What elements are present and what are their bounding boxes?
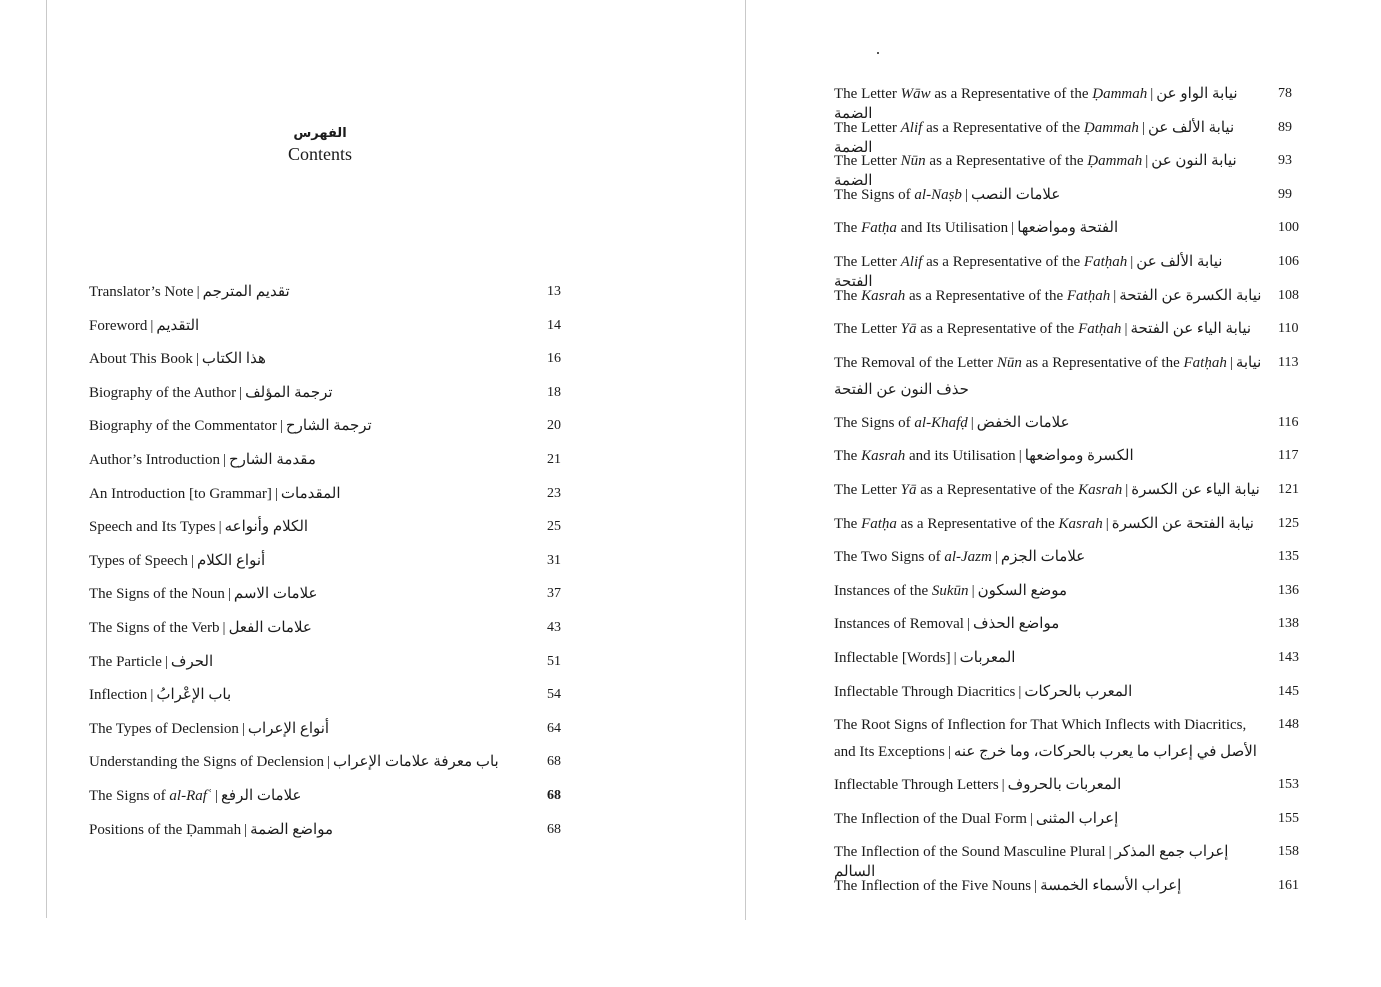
entry-title — [834, 319, 1278, 339]
toc-entry[interactable] — [89, 484, 569, 518]
entry-arabic: ترجمة المؤلف — [245, 384, 333, 401]
toc-entry[interactable] — [834, 514, 1314, 548]
entry-separator: | — [966, 616, 970, 633]
entry-arabic: علامات النصب — [970, 186, 1061, 203]
toc-entry[interactable] — [89, 551, 569, 585]
entry-english: The Removal of the Letter — [834, 354, 997, 371]
entry-separator: | — [970, 414, 974, 431]
entry-title — [89, 450, 547, 470]
entry-separator: | — [241, 720, 245, 737]
entry-arabic: الكلام وأنواعه — [224, 519, 309, 536]
entry-title — [834, 775, 1278, 795]
entry-english: Types of Speech — [89, 552, 188, 569]
entry-page-number: 64 — [547, 720, 561, 736]
entry-separator: | — [164, 653, 168, 670]
entry-english: Inflection — [89, 687, 148, 704]
entry-page-number: 108 — [1278, 287, 1299, 303]
entry-title — [89, 652, 547, 672]
entry-english: The Letter — [834, 119, 901, 136]
entry-english: Author’s Introduction — [89, 451, 220, 468]
toc-entry[interactable] — [89, 820, 569, 854]
entry-english: The Signs of — [89, 787, 170, 804]
toc-entry[interactable] — [834, 118, 1314, 156]
entry-english-italic: Kasrah — [1058, 515, 1103, 532]
entry-arabic: المقدمات — [280, 485, 341, 502]
entry-title — [89, 752, 547, 772]
entry-page-number: 14 — [547, 317, 561, 333]
entry-arabic: نيابة حذف النون عن الفتحة — [834, 354, 1262, 398]
entry-english: The Signs of — [834, 414, 915, 431]
toc-entry[interactable] — [834, 648, 1314, 682]
toc-entry[interactable] — [89, 618, 569, 652]
entry-separator: | — [222, 619, 226, 636]
entry-separator: | — [1001, 777, 1005, 794]
entry-arabic: مواضع الحذف — [972, 616, 1060, 633]
entry-english: as a Representative of the — [896, 515, 1059, 532]
entry-arabic: المعربات — [959, 649, 1016, 666]
toc-entry[interactable] — [834, 84, 1314, 122]
page-gutter — [745, 0, 746, 920]
entry-separator: | — [227, 586, 231, 603]
entry-title — [834, 185, 1278, 205]
entry-english-italic: al-Jazm — [944, 549, 992, 566]
speck — [877, 52, 879, 54]
entry-english: Biography of the Author — [89, 384, 237, 401]
entry-separator: | — [1145, 153, 1149, 170]
entry-english: An Introduction [to Grammar] — [89, 485, 272, 502]
entry-english: Speech and Its Types — [89, 519, 216, 536]
entry-page-number: 93 — [1278, 153, 1292, 169]
entry-english-italic: al-Naṣb — [914, 186, 962, 203]
entry-separator: | — [1034, 877, 1038, 894]
entry-page-number: 16 — [547, 351, 561, 367]
entry-page-number: 116 — [1278, 414, 1299, 430]
entry-separator: | — [150, 317, 154, 334]
entry-separator: | — [214, 787, 218, 804]
entry-english-italic: Sukūn — [931, 582, 969, 599]
entry-title — [834, 480, 1278, 500]
entry-arabic: الحرف — [170, 653, 214, 670]
entry-page-number: 25 — [547, 519, 561, 535]
entry-separator: | — [218, 519, 222, 536]
entry-separator: | — [1029, 810, 1033, 827]
entry-english: and its Utilisation — [905, 448, 1016, 465]
entry-english: Foreword — [89, 317, 148, 334]
entry-title — [89, 584, 547, 604]
entry-separator: | — [1141, 119, 1145, 136]
entry-page-number: 113 — [1278, 354, 1299, 370]
entry-title — [834, 712, 1278, 766]
entry-page-number: 100 — [1278, 220, 1299, 236]
entry-english: The — [834, 220, 862, 237]
entry-title — [89, 551, 547, 571]
toc-entry[interactable] — [89, 316, 569, 350]
contents-list-right — [834, 84, 1314, 909]
entry-page-number: 136 — [1278, 582, 1299, 598]
entry-arabic: نيابة الياء عن الكسرة — [1131, 481, 1260, 498]
entry-arabic: الكسرة ومواضعها — [1024, 448, 1134, 465]
entry-separator: | — [964, 186, 968, 203]
entry-page-number: 161 — [1278, 877, 1299, 893]
entry-separator: | — [1113, 287, 1117, 304]
entry-separator: | — [326, 754, 330, 771]
entry-english: as a Representative of the — [925, 153, 1088, 170]
toc-entry[interactable] — [834, 151, 1314, 190]
entry-separator: | — [1105, 515, 1109, 532]
entry-arabic: نيابة الألف عن الضمة — [834, 119, 1235, 156]
entry-page-number: 54 — [547, 687, 561, 703]
entry-separator: | — [274, 485, 278, 502]
entry-english: Positions of the Ḍammah — [89, 821, 242, 838]
toc-entry[interactable] — [89, 584, 569, 618]
entry-arabic: مواضع الضمة — [250, 821, 333, 838]
entry-separator: | — [971, 582, 975, 599]
entry-page-number: 20 — [547, 418, 561, 434]
entry-page-number: 138 — [1278, 616, 1299, 632]
entry-separator: | — [239, 384, 243, 401]
entry-separator: | — [953, 649, 957, 666]
entry-english: The Letter — [834, 321, 901, 338]
heading-english: Contents — [287, 144, 352, 164]
toc-entry[interactable] — [89, 752, 569, 786]
entry-separator: | — [279, 418, 283, 435]
entry-arabic: التقديم — [156, 317, 200, 334]
entry-english: The Letter — [834, 153, 901, 170]
entry-english: The Signs of — [834, 186, 915, 203]
entry-separator: | — [190, 552, 194, 569]
entry-english: as a Representative of the — [922, 119, 1084, 136]
entry-english: Biography of the Commentator — [89, 418, 277, 435]
entry-english: The Root Signs of Inflection for That Which Inflects with Diacritics, and Its Exceptions — [834, 717, 1247, 761]
entry-english: The — [834, 515, 862, 532]
entry-page-number: 145 — [1278, 683, 1299, 699]
entry-english: as a Representative of the — [930, 86, 1093, 102]
entry-english: Instances of Removal — [834, 616, 964, 633]
entry-english-italic: Alif — [900, 119, 923, 136]
entry-arabic: إعراب الأسماء الخمسة — [1040, 877, 1182, 894]
entry-english-italic: Fatḥa — [861, 515, 897, 532]
toc-entry[interactable] — [834, 614, 1314, 648]
entry-page-number: 135 — [1278, 549, 1299, 565]
entry-arabic: نيابة الكسرة عن الفتحة — [1119, 287, 1262, 304]
entry-arabic: تقديم المترجم — [202, 284, 290, 300]
contents-heading — [200, 126, 440, 165]
entry-title — [834, 514, 1278, 534]
entry-arabic: إعراب جمع المذكر السالم — [834, 844, 1229, 881]
entry-english: as a Representative of the — [1021, 354, 1184, 371]
entry-arabic: المعربات بالحروف — [1007, 777, 1122, 794]
entry-arabic: ترجمة الشارح — [285, 418, 372, 435]
entry-arabic: نيابة الألف عن الفتحة — [834, 253, 1223, 290]
toc-entry[interactable] — [89, 786, 569, 820]
entry-english: The Signs of the Verb — [89, 619, 220, 636]
entry-title — [89, 719, 547, 739]
entry-page-number: 125 — [1278, 515, 1299, 531]
entry-arabic: الفتحة ومواضعها — [1017, 220, 1119, 237]
toc-entry[interactable] — [834, 842, 1314, 881]
entry-page-number: 68 — [547, 787, 561, 803]
entry-english-italic: Nūn — [996, 354, 1022, 371]
entry-separator: | — [1124, 321, 1128, 338]
toc-entry[interactable] — [834, 715, 1314, 775]
entry-page-number: 13 — [547, 284, 561, 299]
entry-separator: | — [1150, 86, 1154, 102]
entry-title — [89, 820, 547, 840]
entry-arabic: المعرب بالحركات — [1024, 683, 1133, 700]
entry-title — [834, 614, 1278, 634]
toc-entry[interactable] — [89, 450, 569, 484]
entry-title — [834, 581, 1278, 601]
entry-english: The Inflection of the Dual Form — [834, 810, 1027, 827]
entry-english-italic: Ḍammah — [1083, 119, 1139, 136]
entry-separator: | — [994, 549, 998, 566]
entry-title — [834, 218, 1278, 238]
toc-entry[interactable] — [89, 282, 569, 316]
entry-english: Understanding the Signs of Declension — [89, 754, 324, 771]
entry-title — [834, 286, 1278, 306]
entry-page-number: 99 — [1278, 186, 1292, 202]
entry-title — [89, 786, 547, 806]
entry-separator: | — [1125, 481, 1129, 498]
toc-entry[interactable] — [834, 480, 1314, 514]
entry-title — [834, 350, 1278, 404]
entry-english-italic: Ḍammah — [1087, 153, 1143, 170]
entry-arabic: إعراب المثنى — [1035, 810, 1119, 827]
toc-entry[interactable] — [834, 581, 1314, 615]
entry-separator: | — [1018, 448, 1022, 465]
entry-arabic: نيابة الواو عن الضمة — [834, 86, 1238, 122]
toc-entry[interactable] — [834, 775, 1314, 809]
entry-page-number: 155 — [1278, 810, 1299, 826]
toc-entry[interactable] — [834, 319, 1314, 353]
entry-page-number: 106 — [1278, 253, 1299, 269]
entry-separator: | — [150, 687, 154, 704]
entry-english: The Letter — [834, 481, 901, 498]
entry-title — [834, 648, 1278, 668]
entry-english-italic: Ḍammah — [1092, 86, 1148, 102]
entry-english: The Types of Declension — [89, 720, 239, 737]
entry-arabic: نيابة الياء عن الفتحة — [1130, 321, 1252, 338]
entry-english-italic: al-Khafḍ — [914, 414, 968, 431]
entry-page-number: 18 — [547, 384, 561, 400]
entry-english-italic: Yā — [900, 481, 917, 498]
entry-title — [89, 383, 547, 403]
entry-separator: | — [1018, 683, 1022, 700]
entry-english: as a Representative of the — [916, 481, 1079, 498]
entry-arabic: علامات الفعل — [228, 619, 312, 636]
entry-arabic: علامات الرفع — [220, 787, 302, 804]
entry-arabic: موضع السكون — [977, 582, 1067, 599]
entry-english: The Inflection of the Five Nouns — [834, 877, 1032, 894]
heading-arabic: الفهرس — [293, 126, 347, 141]
entry-arabic: نيابة النون عن الضمة — [834, 153, 1237, 190]
entry-page-number: 23 — [547, 485, 561, 501]
contents-list-left — [89, 282, 569, 853]
toc-entry[interactable] — [834, 252, 1314, 290]
entry-title — [89, 416, 547, 436]
toc-entry[interactable] — [834, 413, 1314, 447]
entry-english: as a Representative of the — [905, 287, 1067, 304]
entry-title — [834, 547, 1278, 567]
entry-english-italic: Yā — [900, 321, 917, 338]
toc-entry[interactable] — [89, 349, 569, 383]
entry-title — [89, 685, 547, 705]
toc-entry[interactable] — [89, 719, 569, 753]
toc-entry[interactable] — [89, 652, 569, 686]
entry-arabic: أنواع الإعراب — [247, 720, 330, 737]
entry-english-italic: Kasrah — [861, 448, 906, 465]
entry-arabic: هذا الكتاب — [201, 351, 266, 368]
entry-arabic: علامات الاسم — [233, 586, 318, 603]
entry-arabic: أنواع الكلام — [196, 552, 266, 569]
entry-page-number: 37 — [547, 586, 561, 602]
entry-arabic: مقدمة الشارح — [228, 451, 316, 468]
entry-english-italic: Alif — [900, 253, 923, 270]
entry-arabic: علامات الخفض — [976, 414, 1070, 431]
entry-english-italic: Kasrah — [861, 287, 906, 304]
entry-page-number: 117 — [1278, 448, 1299, 464]
entry-title — [834, 809, 1278, 829]
entry-english: and Its Utilisation — [896, 220, 1009, 237]
entry-separator: | — [222, 451, 226, 468]
toc-entry[interactable] — [834, 446, 1314, 480]
entry-page-number: 89 — [1278, 119, 1292, 135]
toc-entry[interactable] — [89, 383, 569, 417]
entry-title — [89, 618, 547, 638]
entry-english: The Signs of the Noun — [89, 586, 225, 603]
entry-separator: | — [244, 821, 248, 838]
entry-separator: | — [196, 284, 200, 300]
toc-entry[interactable] — [834, 353, 1314, 413]
entry-page-number: 153 — [1278, 777, 1299, 793]
toc-entry[interactable] — [89, 517, 569, 551]
entry-title — [89, 282, 547, 302]
entry-title — [834, 682, 1278, 702]
entry-arabic: نيابة الفتحة عن الكسرة — [1111, 515, 1254, 532]
entry-title — [834, 413, 1278, 433]
toc-entry[interactable] — [834, 218, 1314, 252]
entry-separator: | — [1130, 253, 1134, 270]
entry-arabic: علامات الجزم — [1000, 549, 1086, 566]
toc-entry[interactable] — [89, 685, 569, 719]
entry-english: The Inflection of the Sound Masculine Plural — [834, 844, 1106, 861]
toc-entry[interactable] — [89, 416, 569, 450]
entry-separator: | — [1011, 220, 1015, 237]
entry-english-italic: Fatḥah — [1066, 287, 1111, 304]
entry-title — [89, 316, 547, 336]
entry-english: Translator’s Note — [89, 284, 194, 300]
entry-english-italic: Wāw — [900, 86, 931, 102]
entry-english-italic: al-Rafʿ — [169, 787, 212, 804]
entry-page-number: 121 — [1278, 481, 1299, 497]
entry-page-number: 43 — [547, 619, 561, 635]
entry-english: Inflectable Through Letters — [834, 777, 999, 794]
left-page-edge — [46, 0, 47, 918]
entry-page-number: 51 — [547, 653, 561, 669]
entry-english: The Letter — [834, 86, 901, 102]
entry-separator: | — [1108, 844, 1112, 861]
entry-english: Inflectable [Words] — [834, 649, 951, 666]
entry-english: Inflectable Through Diacritics — [834, 683, 1016, 700]
entry-page-number: 78 — [1278, 86, 1292, 101]
toc-entry[interactable] — [834, 547, 1314, 581]
entry-english: Instances of the — [834, 582, 932, 599]
entry-arabic: باب معرفة علامات الإعراب — [332, 754, 499, 771]
toc-entry[interactable] — [834, 876, 1314, 910]
entry-page-number: 68 — [547, 821, 561, 837]
entry-english: The Letter — [834, 253, 901, 270]
entry-title — [89, 349, 547, 369]
entry-title — [834, 446, 1278, 466]
entry-page-number: 148 — [1278, 717, 1299, 733]
entry-title — [834, 876, 1278, 896]
entry-english: as a Representative of the — [922, 253, 1084, 270]
entry-separator: | — [947, 744, 951, 761]
entry-english: The — [834, 287, 862, 304]
entry-page-number: 110 — [1278, 321, 1299, 337]
entry-english: as a Representative of the — [916, 321, 1079, 338]
entry-page-number: 68 — [547, 754, 561, 770]
entry-english-italic: Kasrah — [1078, 481, 1123, 498]
entry-page-number: 143 — [1278, 649, 1299, 665]
entry-english-italic: Nūn — [900, 153, 926, 170]
entry-arabic: الأصل في إعراب ما يعرب بالحركات، وما خرج عنه — [953, 744, 1257, 761]
toc-entry[interactable] — [834, 809, 1314, 843]
entry-page-number: 158 — [1278, 844, 1299, 860]
entry-english: The — [834, 448, 862, 465]
toc-entry[interactable] — [834, 682, 1314, 716]
entry-english-italic: Fatḥa — [861, 220, 897, 237]
entry-separator: | — [195, 351, 199, 368]
entry-page-number: 31 — [547, 552, 561, 568]
entry-english: The Two Signs of — [834, 549, 945, 566]
toc-entry[interactable] — [834, 185, 1314, 219]
entry-title — [89, 484, 547, 504]
entry-english-italic: Fatḥah — [1183, 354, 1227, 371]
entry-page-number: 21 — [547, 451, 561, 467]
entry-english: The Particle — [89, 653, 162, 670]
toc-entry[interactable] — [834, 286, 1314, 320]
entry-title — [89, 517, 547, 537]
entry-arabic: باب الإعْرابُ — [156, 687, 232, 704]
entry-english: About This Book — [89, 351, 193, 368]
entry-english-italic: Fatḥah — [1078, 321, 1122, 338]
entry-separator: | — [1229, 354, 1233, 371]
entry-english-italic: Fatḥah — [1083, 253, 1128, 270]
